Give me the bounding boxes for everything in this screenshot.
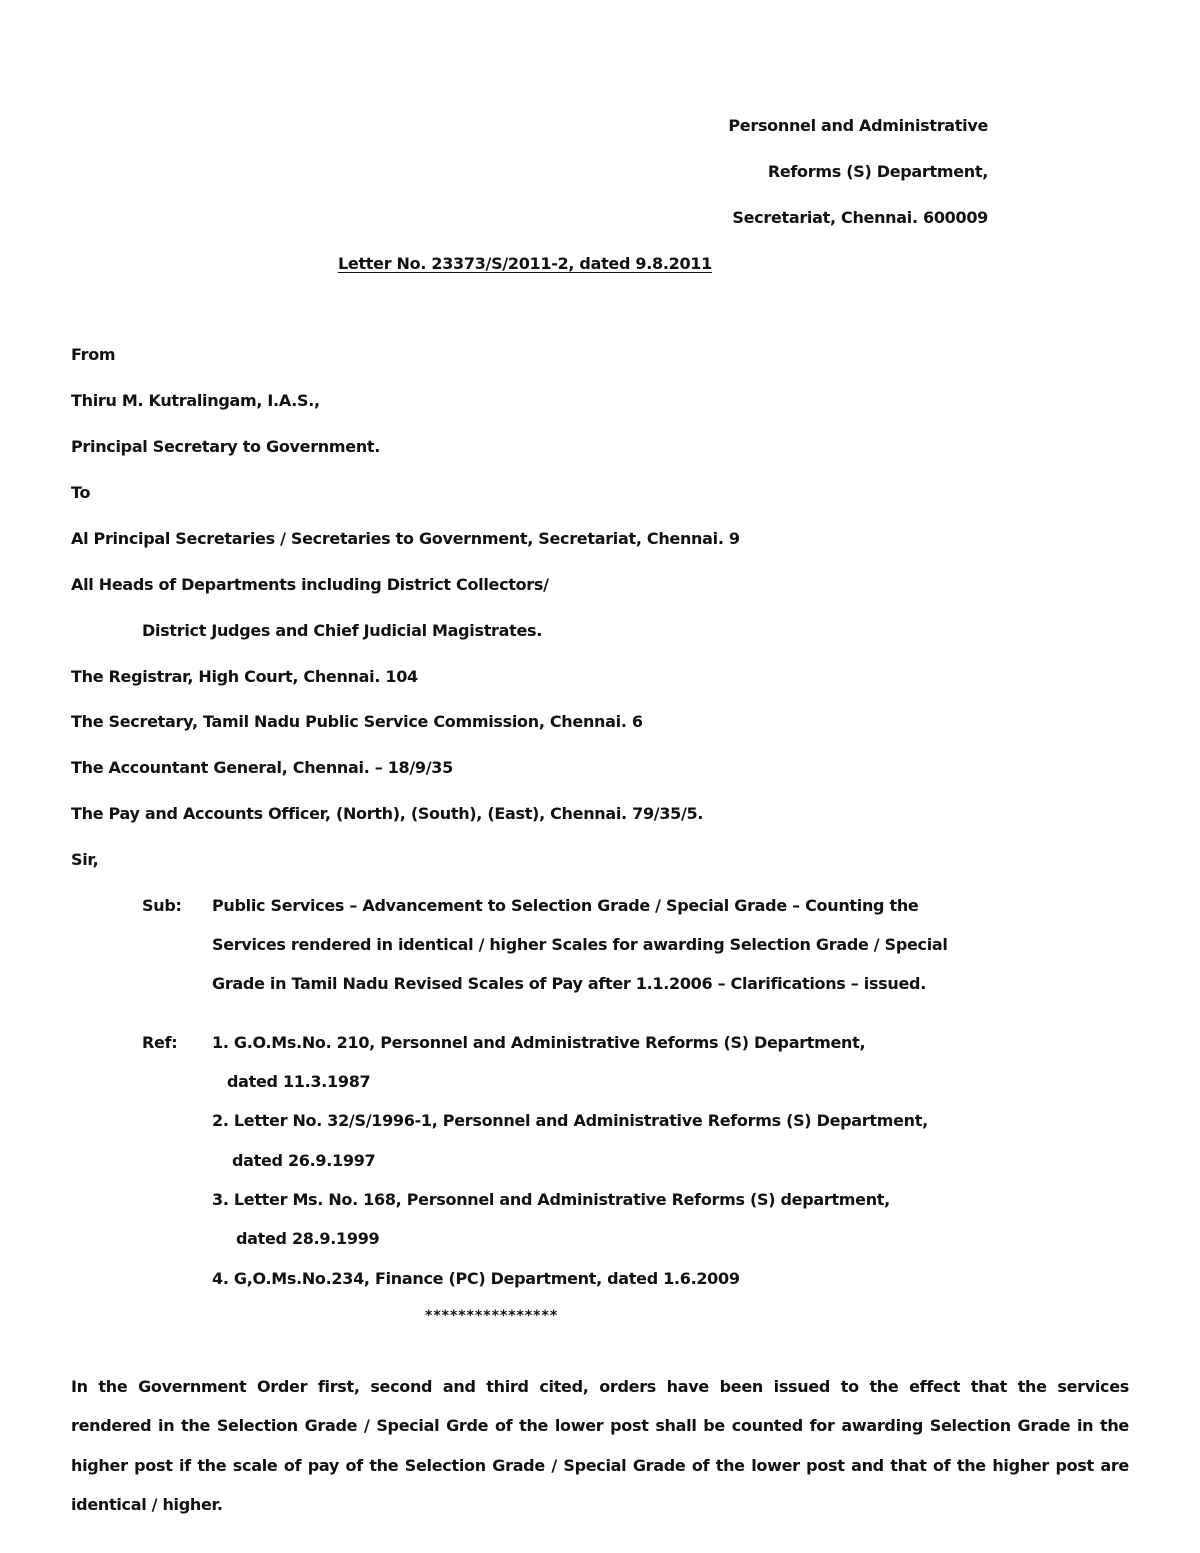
- recipient-line: All Heads of Departments including District Collectors/: [71, 575, 549, 594]
- recipient-line: The Secretary, Tamil Nadu Public Service Commission, Chennai. 6: [71, 712, 643, 731]
- reference-item: dated 26.9.1997: [232, 1151, 376, 1170]
- recipient-line: District Judges and Chief Judicial Magistrates.: [142, 621, 543, 640]
- header-dept-line3: Secretariat, Chennai. 600009: [732, 208, 988, 227]
- recipient-line: The Registrar, High Court, Chennai. 104: [71, 667, 418, 686]
- from-name: Thiru M. Kutralingam, I.A.S.,: [71, 391, 320, 410]
- to-label: To: [71, 483, 91, 502]
- subject-label: Sub:: [142, 896, 182, 915]
- body-paragraph-line: rendered in the Selection Grade / Special Grde of the lower post shall be counted for awarding Selection Grade in the: [71, 1416, 1129, 1435]
- reference-item: 4. G,O.Ms.No.234, Finance (PC) Department, dated 1.6.2009: [212, 1269, 740, 1288]
- reference-item: 2. Letter No. 32/S/1996-1, Personnel and Administrative Reforms (S) Department,: [212, 1111, 928, 1130]
- reference-item: 1. G.O.Ms.No. 210, Personnel and Administrative Reforms (S) Department,: [212, 1033, 866, 1052]
- subject-line: Services rendered in identical / higher Scales for awarding Selection Grade / Special: [212, 935, 948, 954]
- recipient-line: Al Principal Secretaries / Secretaries to Government, Secretariat, Chennai. 9: [71, 529, 740, 548]
- subject-line: Grade in Tamil Nadu Revised Scales of Pay after 1.1.2006 – Clarifications – issued.: [212, 974, 926, 993]
- body-paragraph-line: identical / higher.: [71, 1495, 223, 1514]
- separator-stars: ****************: [425, 1308, 559, 1324]
- from-label: From: [71, 345, 116, 364]
- letter-number: Letter No. 23373/S/2011-2, dated 9.8.2011: [338, 254, 712, 273]
- reference-label: Ref:: [142, 1033, 178, 1052]
- body-paragraph-line: In the Government Order first, second and third cited, orders have been issued to the effect that the services: [71, 1377, 1129, 1396]
- reference-item: dated 28.9.1999: [236, 1229, 380, 1248]
- reference-item: dated 11.3.1987: [227, 1072, 371, 1091]
- subject-line: Public Services – Advancement to Selection Grade / Special Grade – Counting the: [212, 896, 919, 915]
- recipient-line: The Pay and Accounts Officer, (North), (South), (East), Chennai. 79/35/5.: [71, 804, 704, 823]
- header-dept-line1: Personnel and Administrative: [728, 116, 988, 135]
- body-paragraph-line: higher post if the scale of pay of the Selection Grade / Special Grade of the lower post and that of the higher post are: [71, 1456, 1129, 1475]
- from-designation: Principal Secretary to Government.: [71, 437, 381, 456]
- salutation: Sir,: [71, 850, 99, 869]
- reference-item: 3. Letter Ms. No. 168, Personnel and Administrative Reforms (S) department,: [212, 1190, 890, 1209]
- header-dept-line2: Reforms (S) Department,: [767, 162, 988, 181]
- recipient-line: The Accountant General, Chennai. – 18/9/35: [71, 758, 453, 777]
